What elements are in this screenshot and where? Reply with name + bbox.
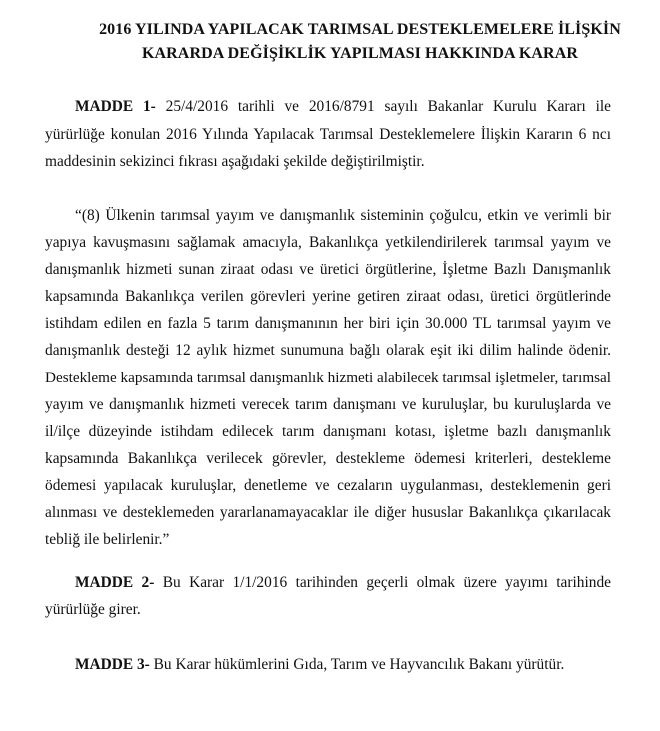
article-1-first-line	[75, 97, 611, 117]
article-2-line: yürürlüğe girer.	[45, 601, 141, 618]
article-1-label: MADDE 1-	[75, 98, 156, 115]
quote-line: yapıya kavuşmasını sağlamak amacıyla, Bakanlıkça yetkilendirilerek tarımsal yayım ve	[45, 234, 611, 251]
article-1-line: yürürlüğe konulan 2016 Yılında Yapılacak Tarımsal Desteklemelere İlişkin Kararın 6 ncı	[45, 126, 611, 143]
article-1-line: maddesinin sekizinci fıkrası aşağıdaki şekilde değiştirilmiştir.	[45, 153, 425, 170]
quote-line: il/ilçe düzeyinde istihdam edilecek tarım danışmanı kotası, işletme bazlı danışmanlık	[45, 423, 611, 440]
article-3-line	[75, 655, 611, 675]
quote-line: istihdam edilen en fazla 5 tarım danışmanının her biri için 30.000 TL tarımsal yayım ve	[45, 315, 611, 332]
quote-line: danışmanlık hizmeti sunan ziraat odası ve üretici örgütlerine, İşletme Bazlı Danışmanlık	[45, 261, 611, 278]
quote-line: alınması ve desteklemeden yararlanamayacaklar ile diğer hususlar Bakanlıkça çıkarılacak	[45, 504, 611, 521]
document-title-line-1: 2016 YILINDA YAPILACAK TARIMSAL DESTEKLEMELERE İLİŞKİN	[99, 21, 621, 38]
quote-line: kapsamında Bakanlıkça verilecek görevler, destekleme ödemesi kriterleri, destekleme	[45, 450, 611, 467]
document-title-line-2: KARARDA DEĞİŞİKLİK YAPILMASI HAKKINDA KARAR	[141, 45, 579, 62]
quote-line: Destekleme kapsamında tarımsal danışmanlık hizmeti alabilecek tarımsal işletmeler, tarımsal	[45, 369, 611, 386]
quote-line: kapsamında Bakanlıkça verilen görevleri yerine getiren ziraat odası, üretici örgütlerinde	[45, 288, 611, 305]
article-2-first-text: Bu Karar 1/1/2016 tarihinden geçerli olmak üzere yayımı tarihinde	[162, 574, 611, 591]
quote-line: tebliğ ile belirlenir.”	[45, 531, 170, 548]
article-3-text: Bu Karar hükümlerini Gıda, Tarım ve Hayvancılık Bakanı yürütür.	[153, 656, 565, 673]
article-2-label: MADDE 2-	[75, 574, 155, 591]
article-2-first-line	[75, 573, 611, 593]
quote-line: ödemesi yapılacak kuruluşlar, denetleme ve cezaların uygulanması, desteklemenin geri	[45, 477, 611, 494]
article-3-label: MADDE 3-	[75, 656, 150, 673]
quote-line: danışmanlık desteği 12 aylık hizmet sunumuna bağlı olarak eşit iki dilim halinde ödenir.	[45, 342, 611, 359]
quote-line: “(8) Ülkenin tarımsal yayım ve danışmanlık sisteminin çoğulcu, etkin ve verimli bir	[75, 207, 611, 224]
quote-line: yayım ve danışmanlık hizmeti verecek tarım danışmanı ve kuruluşlar, bu kuruluşlarda ve	[45, 396, 611, 413]
article-1-first-text: 25/4/2016 tarihli ve 2016/8791 sayılı Bakanlar Kurulu Kararı ile	[165, 98, 611, 115]
